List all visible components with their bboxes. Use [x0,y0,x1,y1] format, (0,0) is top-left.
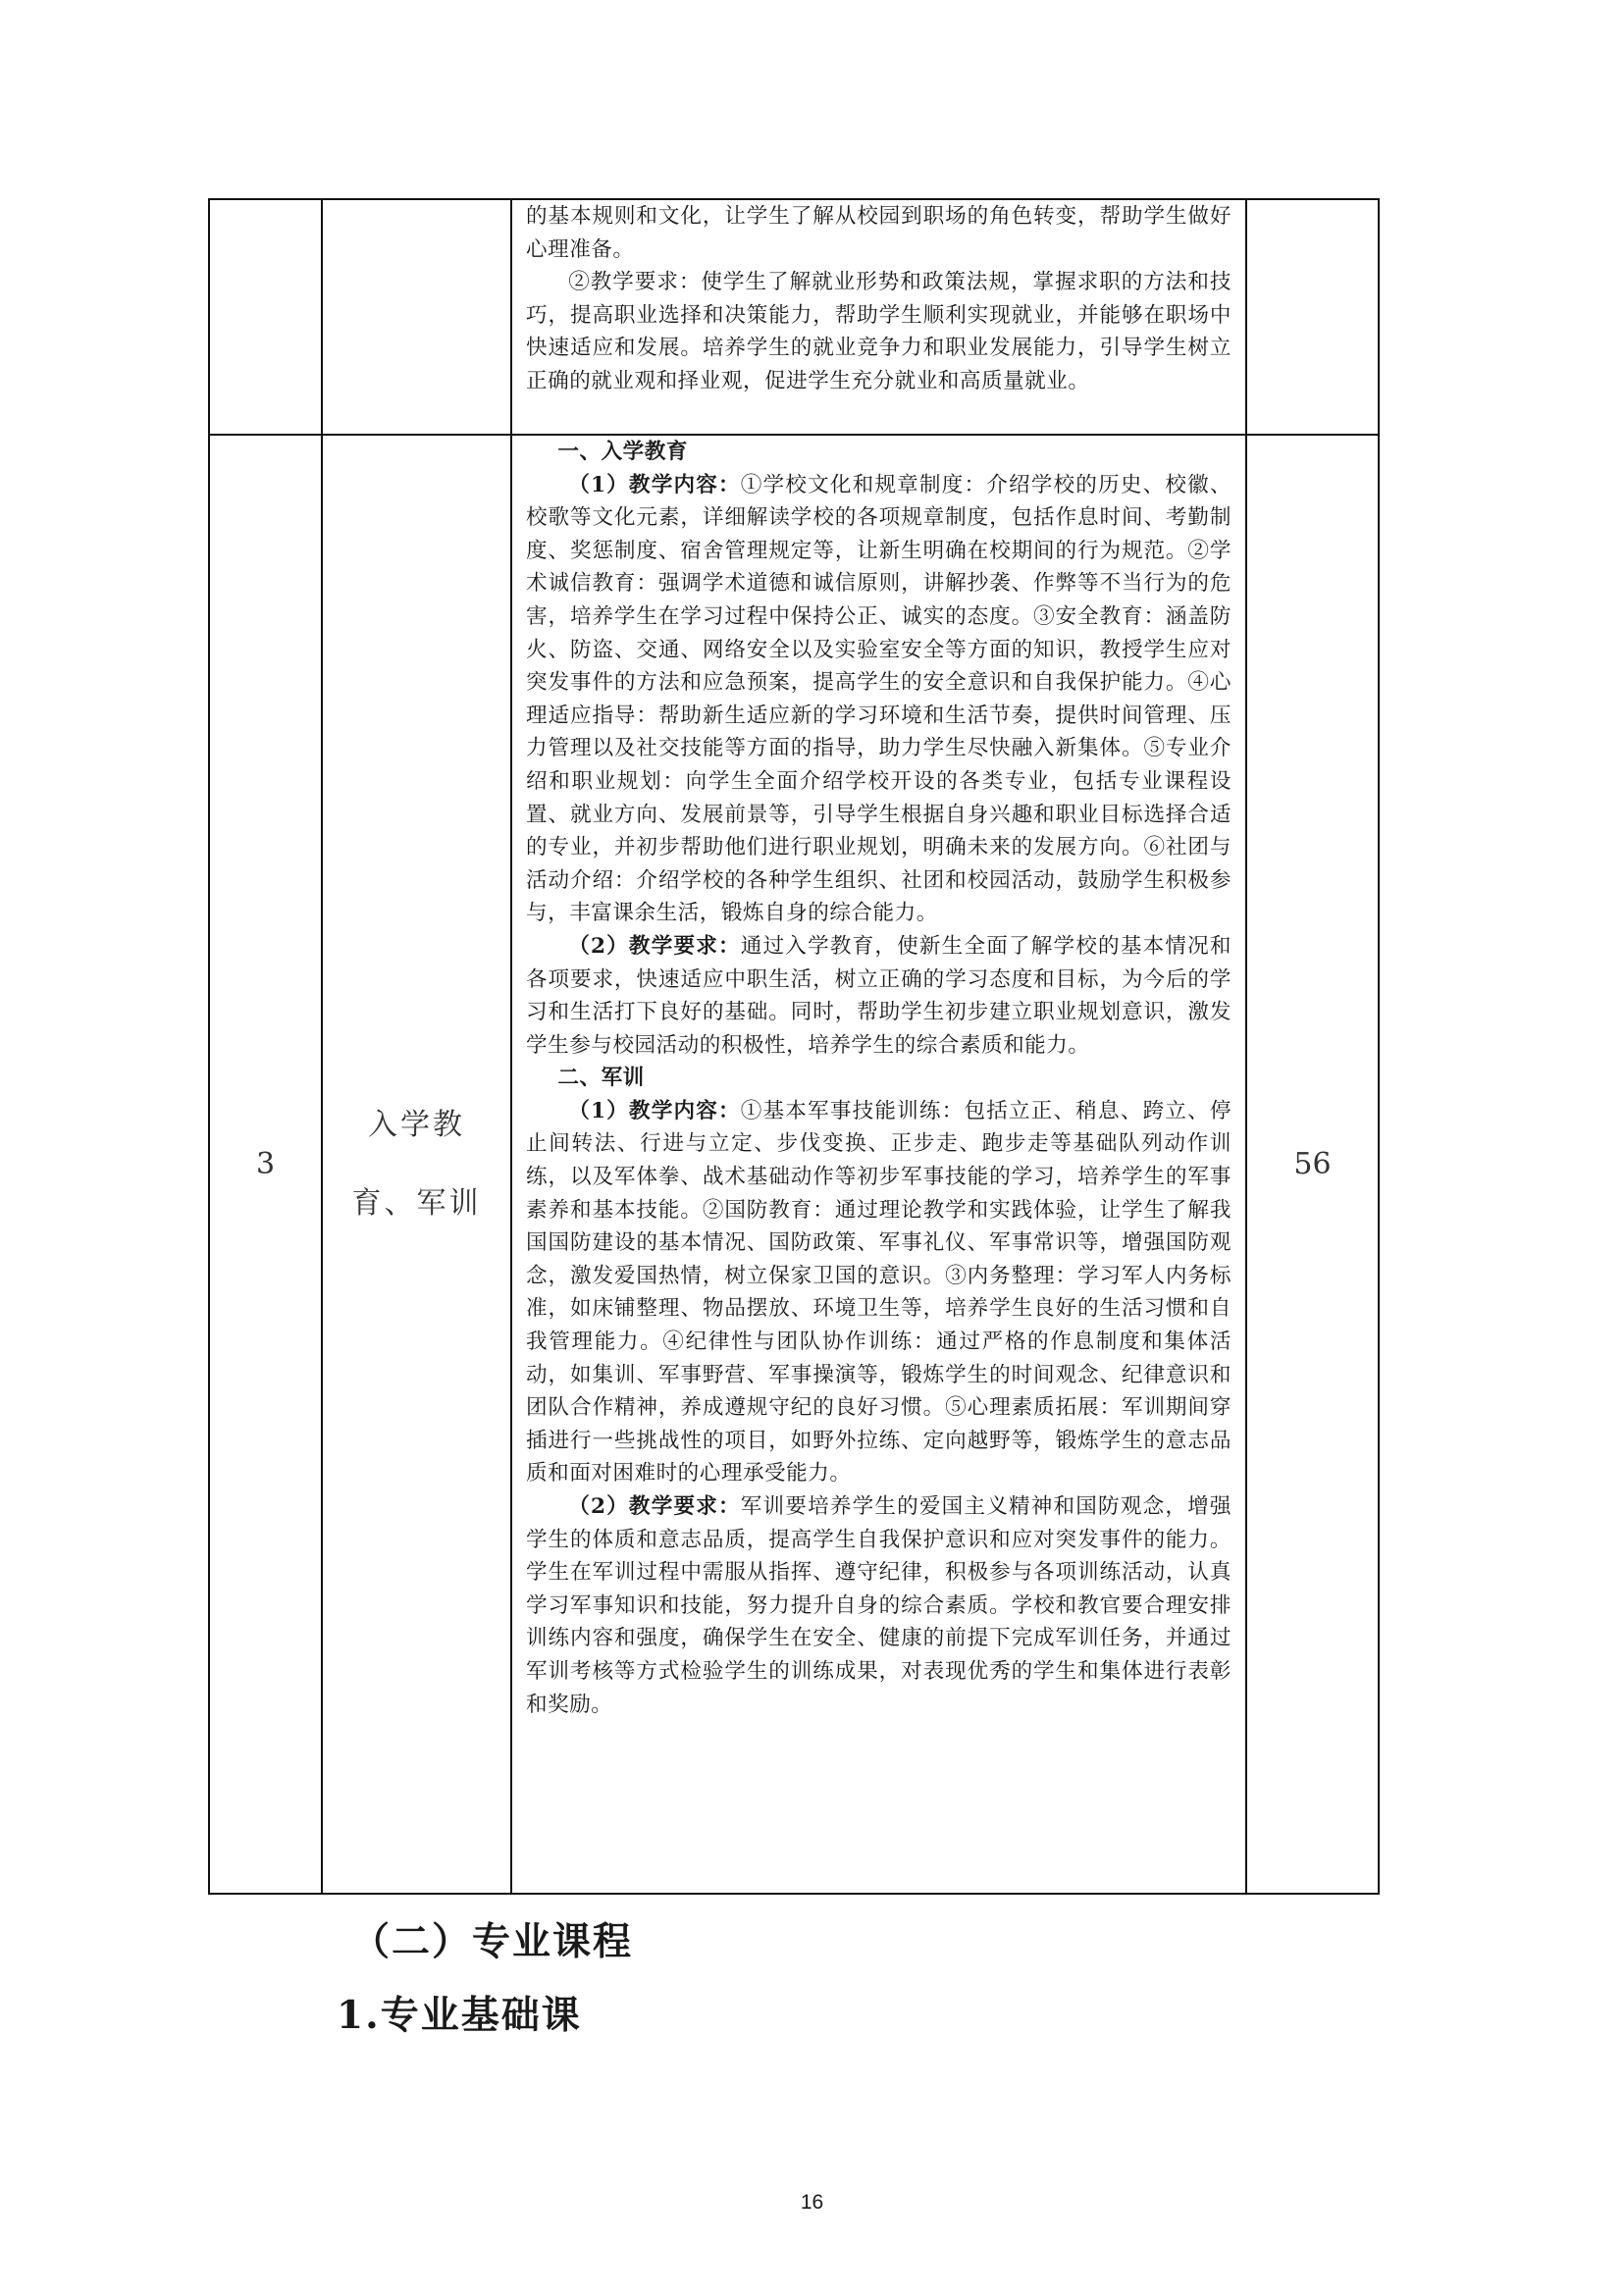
content-label: （1）教学内容： [568,1098,741,1123]
content-text: ①学校文化和规章制度：介绍学校的历史、校徽、校歌等文化元素，详细解读学校的各项规章制度，包括作息时间、考勤制度、奖惩制度、宿舍管理规定等，让新生明确在校期间的行为规范。②学术诚信教育：强调学术道德和诚信原则，讲解抄袭、作弊等不当行为的危害，培养学生在学习过程中保持公正、诚实的态度。③安全教育：涵盖防火、防盗、交通、网络安全以及实验室安全等方面的知识，教授学生应对突发事件的方法和应急预案，提高学生的安全意识和自我保护能力。④心理适应指导：帮助新生适应新的学习环境和生活节奏，提供时间管理、压力管理以及社交技能等方面的指导，助力学生尽快融入新集体。⑤专业介绍和职业规划：向学生全面介绍学校开设的各类专业，包括专业课程设置、就业方向、发展前景等，引导学生根据自身兴趣和职业目标选择合适的专业，并初步帮助他们进行职业规划，明确未来的发展方向。⑥社团与活动介绍：介绍学校的各种学生组织、社团和校园活动，鼓励学生积极参与，丰富课余生活，锻炼自身的综合能力。 [526,472,1231,926]
content-paragraph: 的基本规则和文化，让学生了解从校园到职场的角色转变，帮助学生做好心理准备。 [526,204,1231,262]
content-label: （1）教学内容： [568,472,741,497]
course-hours-cell [1246,199,1379,435]
content-paragraph [526,1095,1231,1490]
page-number: 16 [800,2191,824,2214]
course-hours-cell: 56 [1246,435,1379,1894]
course-name-line: 育、军训 [351,1185,482,1221]
content-paragraph [526,1490,1231,1721]
content-paragraph [526,930,1231,1062]
content-part-title: 二、军训 [557,1066,645,1091]
content-text: 军训要培养学生的爱国主义精神和国防观念，增强学生的体质和意志品质，提高学生自我保护意识和应对突发事件的能力。学生在军训过程中需服从指挥、遵守纪律，积极参与各项训练活动，认真学习军事知识和技能，努力提升自身的综合素质。学校和教官要合理安排训练内容和强度，确保学生在安全、健康的前提下完成军训任务，并通过军训考核等方式检验学生的训练成果，对表现优秀的学生和集体进行表彰和奖励。 [526,1494,1231,1717]
content-paragraph: ②教学要求：使学生了解就业形势和政策法规，掌握求职的方法和技巧，提高职业选择和决策能力，帮助学生顺利实现就业，并能够在职场中快速适应和发展。培养学生的就业竞争力和职业发展能力，引导学生树立正确的就业观和择业观，促进学生充分就业和高质量就业。 [526,270,1231,393]
section-heading: （二）专业课程 [351,1919,634,1964]
course-number-cell: 3 [209,435,322,1894]
course-table [208,198,1380,1895]
content-label: （2）教学要求： [568,1494,741,1519]
course-name-cell [322,435,511,1894]
content-paragraph [526,469,1231,930]
table-row [209,199,1379,435]
course-name-cell [322,199,511,435]
content-label: （2）教学要求： [568,933,741,959]
course-name-line: 入学教 [368,1107,465,1142]
content-part-title: 一、入学教育 [557,440,688,464]
course-content-cell [511,435,1246,1894]
course-content-cell [511,199,1246,435]
content-text: 通过入学教育，使新生全面了解学校的基本情况和各项要求，快速适应中职生活，树立正确的学习态度和目标，为今后的学习和生活打下良好的基础。同时，帮助学生初步建立职业规划意识，激发学生参与校园活动的积极性，培养学生的综合素质和能力。 [526,933,1231,1058]
course-number-cell [209,199,322,435]
subsection-heading: 1.专业基础课 [337,1993,582,2038]
content-text: ①基本军事技能训练：包括立正、稍息、跨立、停止间转法、行进与立定、步伐变换、正步走、跑步走等基础队列动作训练，以及军体拳、战术基础动作等初步军事技能的学习，培养学生的军事素养和基本技能。②国防教育：通过理论教学和实践体验，让学生了解我国国防建设的基本情况、国防政策、军事礼仪、军事常识等，增强国防观念，激发爱国热情，树立保家卫国的意识。③内务整理：学习军人内务标准，如床铺整理、物品摆放、环境卫生等，培养学生良好的生活习惯和自我管理能力。④纪律性与团队协作训练：通过严格的作息制度和集体活动，如集训、军事野营、军事操演等，锻炼学生的时间观念、纪律意识和团队合作精神，养成遵规守纪的良好习惯。⑤心理素质拓展：军训期间穿插进行一些挑战性的项目，如野外拉练、定向越野等，锻炼学生的意志品质和面对困难时的心理承受能力。 [526,1098,1231,1487]
table-row [209,435,1379,1894]
